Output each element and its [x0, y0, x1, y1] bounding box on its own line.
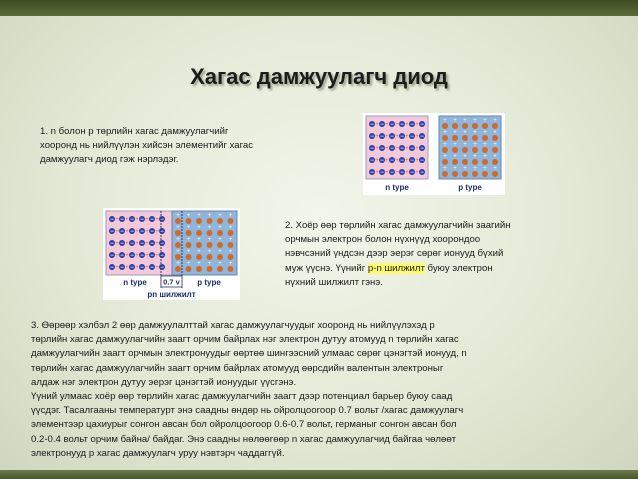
plus-sign: +	[125, 265, 129, 272]
plus-sign: +	[155, 241, 159, 248]
junction-label: pn шилжилт	[147, 290, 196, 299]
plus-sign: +	[155, 265, 159, 272]
minus-sign: −	[120, 229, 124, 236]
minus-sign: −	[110, 229, 114, 236]
plus-sign: +	[405, 122, 409, 129]
paragraph-3-line: төрлийн хагас дамжуулагчийн заагт орчим байрлах атомууд өөрсдийн валентын электроныг	[31, 362, 444, 374]
plus-sign: +	[415, 134, 419, 141]
minus-sign: −	[400, 158, 404, 165]
minus-sign: −	[130, 253, 134, 260]
plus-sign: +	[473, 118, 477, 124]
minus-sign: −	[130, 217, 134, 224]
plus-sign: +	[395, 146, 399, 153]
minus-sign: −	[390, 170, 394, 177]
minus-sign: −	[140, 217, 144, 224]
minus-sign: −	[380, 134, 384, 141]
minus-sign: −	[390, 134, 394, 141]
plus-sign: +	[453, 154, 457, 160]
plus-sign: +	[218, 225, 222, 231]
paragraph-3-line: Үүний улмаас хоёр өөр төрлийн хагас дамжуулагчийн заагт дээр потенциал барьер буюу саад	[31, 391, 453, 403]
plus-sign: +	[473, 154, 477, 160]
plus-sign: +	[125, 229, 129, 236]
paragraph-3	[31, 319, 621, 461]
plus-sign: +	[228, 213, 233, 219]
plus-sign: +	[228, 225, 233, 231]
plus-sign: +	[493, 166, 497, 172]
plus-sign: +	[197, 261, 201, 267]
plus-sign: +	[145, 229, 149, 236]
n-type-label: n type	[385, 183, 409, 192]
plus-sign: +	[453, 166, 457, 172]
minus-sign: −	[150, 241, 154, 248]
minus-sign: −	[110, 265, 114, 272]
plus-sign: +	[443, 118, 447, 124]
minus-sign: −	[160, 217, 164, 224]
paragraph-2-line: 2. Хоёр өөр төрлийн хагас дамжуулагчийн заагийн	[285, 220, 511, 231]
minus-sign: −	[130, 241, 134, 248]
plus-sign: +	[463, 130, 467, 136]
paragraph-2-line: нүхний шилжилт гэнэ.	[285, 276, 383, 288]
plus-sign: +	[115, 217, 119, 224]
plus-sign: +	[375, 146, 379, 153]
plus-sign: +	[395, 122, 399, 129]
plus-sign: +	[207, 261, 212, 267]
plus-sign: +	[375, 134, 379, 141]
plus-sign: +	[135, 265, 139, 272]
plus-sign: +	[135, 241, 139, 248]
minus-sign: −	[110, 217, 114, 224]
plus-sign: +	[145, 265, 149, 272]
paragraph-3-line: төрлийн хагас дамжуулагчийн заагт орчим байрлах нэг электрон дутуу атомууд n төрлийн хагас	[31, 334, 459, 346]
plus-sign: +	[385, 134, 389, 141]
plus-sign: +	[385, 158, 389, 165]
plus-sign: +	[375, 170, 379, 177]
p-type-block	[439, 116, 501, 179]
plus-sign: +	[405, 170, 409, 177]
plus-sign: +	[483, 130, 487, 136]
minus-sign: −	[150, 229, 154, 236]
paragraph-2-line: нэвчсэний үндсэн дээр эерэг сөрөг ионууд бүхий	[285, 248, 504, 260]
plus-sign: +	[375, 122, 379, 129]
plus-sign: +	[443, 142, 447, 148]
plus-sign: +	[483, 118, 487, 124]
minus-sign: −	[140, 265, 144, 272]
minus-sign: −	[380, 146, 384, 153]
n-region	[106, 211, 172, 275]
minus-sign: −	[140, 253, 144, 260]
plus-sign: +	[155, 229, 159, 236]
slide-title: Хагас дамжуулагч диод	[190, 64, 448, 89]
minus-sign: −	[120, 265, 124, 272]
plus-sign: +	[228, 249, 233, 255]
plus-sign: +	[405, 134, 409, 141]
top-band	[0, 0, 638, 16]
plus-sign: +	[135, 217, 139, 224]
highlight-pn-junction: p-n шилжилт	[367, 262, 425, 274]
n-type-block	[366, 116, 428, 179]
plus-sign: +	[493, 154, 497, 160]
minus-sign: −	[400, 146, 404, 153]
plus-sign: +	[375, 158, 379, 165]
minus-sign: −	[370, 146, 374, 153]
minus-sign: −	[390, 146, 394, 153]
figure-pn-junction	[103, 208, 240, 300]
plus-sign: +	[186, 237, 191, 243]
plus-sign: +	[207, 213, 212, 219]
paragraph-2	[285, 219, 605, 290]
paragraph-2-line: муж үүснэ. Үүнийг p-n шилжилт буюу электрон	[285, 262, 493, 274]
plus-sign: +	[145, 217, 149, 224]
plus-sign: +	[186, 249, 191, 255]
minus-sign: −	[120, 217, 124, 224]
plus-sign: +	[115, 265, 119, 272]
paragraph-3-line: 3. Өөрөөр хэлбэл 2 өөр дамжуулалттай хагас дамжуулагчуудыг хооронд нь нийлүүлэхэд p	[31, 320, 435, 331]
plus-sign: +	[218, 237, 222, 243]
plus-sign: +	[493, 130, 497, 136]
minus-sign: −	[150, 253, 154, 260]
plus-sign: +	[385, 170, 389, 177]
minus-sign: −	[390, 122, 394, 129]
plus-sign: +	[197, 213, 201, 219]
bottom-band	[0, 470, 638, 479]
plus-sign: +	[186, 225, 191, 231]
paragraph-3-line: 0.2-0.4 вольт орчим байна/ байдаг. Энэ саадны нөлөөгөөр n хагас дамжуулагчид байгаа чөлөөт	[31, 433, 457, 445]
plus-sign: +	[493, 118, 497, 124]
plus-sign: +	[125, 217, 129, 224]
plus-sign: +	[463, 154, 467, 160]
minus-sign: −	[400, 170, 404, 177]
minus-sign: −	[110, 241, 114, 248]
minus-sign: −	[160, 265, 164, 272]
paragraph-3-line: алдаж нэг электрон дутуу эерэг цэнэгтэй ионуудыг үүсгэнэ.	[31, 376, 297, 388]
plus-sign: +	[218, 249, 222, 255]
plus-sign: +	[473, 166, 477, 172]
plus-sign: +	[395, 158, 399, 165]
plus-sign: +	[197, 249, 201, 255]
p-type-label: p type	[197, 278, 221, 287]
plus-sign: +	[155, 217, 159, 224]
plus-sign: +	[453, 130, 457, 136]
plus-sign: +	[207, 225, 212, 231]
plus-sign: +	[125, 253, 129, 260]
plus-sign: +	[473, 142, 477, 148]
minus-sign: −	[120, 241, 124, 248]
plus-sign: +	[463, 166, 467, 172]
paragraph-3-line: дамжуулагчийн заагт орчмын электронуудыг өөртөө шингээсний улмаас сөрөг цэнэгтэй ионууд, n	[31, 348, 467, 360]
plus-sign: +	[155, 253, 159, 260]
minus-sign: −	[370, 158, 374, 165]
minus-sign: −	[410, 122, 414, 129]
plus-sign: +	[473, 130, 477, 136]
plus-sign: +	[453, 118, 457, 124]
plus-sign: +	[453, 142, 457, 148]
paragraph-1-line: дамжуулагч диод гэж нэрлэдэг.	[40, 154, 179, 166]
plus-sign: +	[463, 142, 467, 148]
minus-sign: −	[120, 253, 124, 260]
minus-sign: −	[130, 229, 134, 236]
minus-sign: −	[420, 122, 424, 129]
plus-sign: +	[176, 261, 180, 267]
plus-sign: +	[176, 225, 180, 231]
plus-sign: +	[115, 241, 119, 248]
voltage-label: 0.7 v	[163, 277, 180, 287]
minus-sign: −	[410, 170, 414, 177]
p-type-label: p type	[458, 183, 482, 192]
paragraph-3-line: үүсдэг. Тасалгааны температурт энэ саадны өндөр нь ойролцоогоор 0.7 вольт /хагас дамжуулагч	[31, 405, 464, 417]
plus-sign: +	[443, 154, 447, 160]
plus-sign: +	[443, 166, 447, 172]
plus-sign: +	[483, 166, 487, 172]
minus-sign: −	[410, 134, 414, 141]
plus-sign: +	[483, 154, 487, 160]
plus-sign: +	[493, 142, 497, 148]
minus-sign: −	[370, 170, 374, 177]
minus-sign: −	[420, 158, 424, 165]
n-type-label: n type	[123, 278, 147, 287]
plus-sign: +	[415, 158, 419, 165]
paragraph-1	[40, 125, 330, 168]
plus-sign: +	[218, 261, 222, 267]
minus-sign: −	[110, 253, 114, 260]
plus-sign: +	[197, 225, 201, 231]
plus-sign: +	[228, 237, 233, 243]
minus-sign: −	[370, 122, 374, 129]
plus-sign: +	[405, 158, 409, 165]
plus-sign: +	[207, 237, 212, 243]
plus-sign: +	[483, 142, 487, 148]
plus-sign: +	[145, 241, 149, 248]
minus-sign: −	[160, 241, 164, 248]
plus-sign: +	[197, 237, 201, 243]
plus-sign: +	[218, 213, 222, 219]
plus-sign: +	[385, 146, 389, 153]
paragraph-3-line: элементээр цахиурыг сонгон авсан бол ойролцоогоор 0.6-0.7 вольт, германыг сонгон авсан бол	[31, 419, 457, 431]
plus-sign: +	[135, 229, 139, 236]
paragraph-1-line: хооронд нь нийлүүлэн хийсэн элементийг хагас	[40, 140, 254, 152]
paragraph-3-line: электронууд p хагас дамжуулагч уруу нэвтэрч чаддаггүй.	[31, 447, 285, 459]
minus-sign: −	[140, 241, 144, 248]
plus-sign: +	[415, 170, 419, 177]
paragraph-1-line: 1. n болон p төрлийн хагас дамжуулагчийг	[40, 126, 229, 137]
figure-separate-types	[363, 113, 505, 195]
minus-sign: −	[390, 158, 394, 165]
plus-sign: +	[415, 122, 419, 129]
plus-sign: +	[176, 237, 180, 243]
plus-sign: +	[443, 130, 447, 136]
plus-sign: +	[385, 122, 389, 129]
minus-sign: −	[380, 122, 384, 129]
plus-sign: +	[135, 253, 139, 260]
minus-sign: −	[420, 134, 424, 141]
minus-sign: −	[410, 158, 414, 165]
minus-sign: −	[420, 146, 424, 153]
plus-sign: +	[115, 253, 119, 260]
minus-sign: −	[130, 265, 134, 272]
paragraph-2-line: орчмын электрон болон нүхнүүд хоорондоо	[285, 234, 481, 246]
plus-sign: +	[186, 261, 191, 267]
plus-sign: +	[176, 249, 180, 255]
minus-sign: −	[160, 229, 164, 236]
minus-sign: −	[160, 253, 164, 260]
minus-sign: −	[370, 134, 374, 141]
plus-sign: +	[145, 253, 149, 260]
minus-sign: −	[400, 134, 404, 141]
minus-sign: −	[400, 122, 404, 129]
plus-sign: +	[463, 118, 467, 124]
minus-sign: −	[420, 170, 424, 177]
plus-sign: +	[176, 213, 180, 219]
plus-sign: +	[207, 249, 212, 255]
minus-sign: −	[410, 146, 414, 153]
minus-sign: −	[150, 217, 154, 224]
plus-sign: +	[405, 146, 409, 153]
minus-sign: −	[380, 170, 384, 177]
minus-sign: −	[380, 158, 384, 165]
plus-sign: +	[186, 213, 191, 219]
plus-sign: +	[115, 229, 119, 236]
minus-sign: −	[140, 229, 144, 236]
plus-sign: +	[228, 261, 233, 267]
plus-sign: +	[395, 170, 399, 177]
plus-sign: +	[125, 241, 129, 248]
plus-sign: +	[395, 134, 399, 141]
plus-sign: +	[415, 146, 419, 153]
minus-sign: −	[150, 265, 154, 272]
